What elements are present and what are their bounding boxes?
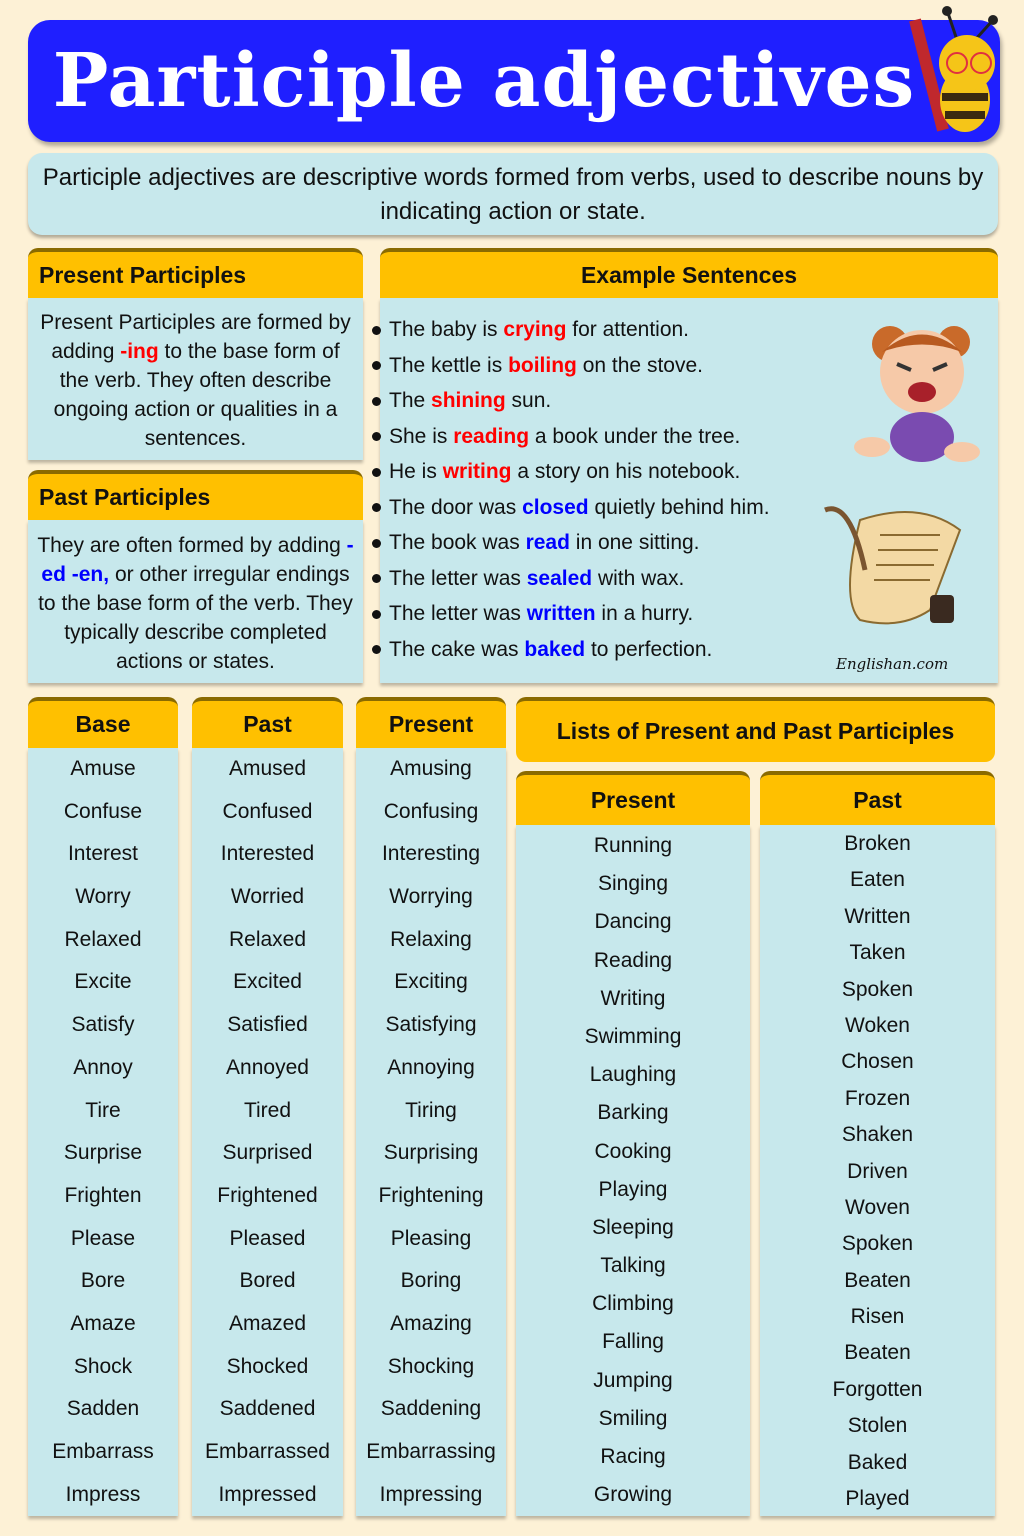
list-item: Spoken	[841, 1232, 914, 1256]
list-item: Shaken	[841, 1123, 914, 1147]
ed-en-highlight: -ed -en,	[41, 534, 354, 586]
list-item: Dancing	[594, 910, 672, 934]
sentence-text: quietly behind him.	[588, 495, 770, 519]
example-sentence	[372, 460, 740, 484]
list-item: Exciting	[394, 970, 468, 994]
sentence-text: in one sitting.	[569, 531, 700, 554]
list-item: Swimming	[584, 1024, 682, 1048]
list-item: Confused	[222, 799, 313, 823]
list-item: Tired	[243, 1098, 292, 1122]
present-list-list	[516, 825, 750, 1516]
list-item: Amazing	[390, 1311, 472, 1335]
example-sentence	[372, 354, 703, 378]
list-item: Impress	[65, 1482, 141, 1506]
list-item: Embarrass	[52, 1440, 154, 1463]
list-item: Worried	[230, 885, 305, 909]
list-item: Risen	[850, 1305, 905, 1329]
sentence-text: The door was	[389, 495, 523, 519]
list-item: Shocking	[387, 1354, 475, 1378]
list-item: Interested	[220, 842, 315, 866]
intro-panel	[28, 153, 998, 235]
list-item: Reading	[593, 948, 673, 972]
example-sentences-header	[380, 248, 998, 298]
sentence-text: The cake was	[389, 637, 525, 661]
sentence-text: He is	[389, 460, 443, 483]
list-item: Saddening	[380, 1397, 482, 1421]
sentence-text: The	[389, 389, 432, 412]
list-item: Bored	[239, 1269, 296, 1293]
example-sentence	[372, 389, 551, 413]
list-item: Spoken	[841, 977, 914, 1001]
list-item: Growing	[593, 1483, 673, 1507]
list-item: Surprise	[63, 1141, 143, 1165]
example-sentence	[372, 531, 700, 555]
list-item: Stolen	[847, 1414, 908, 1438]
list-item: Relaxed	[64, 927, 142, 951]
text: Present Participles are formed by adding	[40, 311, 351, 363]
participle-highlight: closed	[522, 495, 589, 519]
list-item: Climbing	[592, 1292, 674, 1316]
ing-highlight: -ing	[120, 340, 159, 363]
list-item: Running	[593, 834, 673, 857]
present-column-header	[356, 697, 506, 748]
list-item: Confuse	[63, 799, 143, 823]
text: to the base form of the verb. They often describe ongoing action or qualities in a sentences.	[53, 340, 340, 450]
list-item: Eaten	[850, 868, 905, 892]
list-item: Saddened	[219, 1397, 316, 1421]
sentence-text: The letter was	[389, 566, 527, 590]
present-list-heading: Present	[590, 786, 676, 813]
example-sentence	[372, 602, 693, 626]
list-item: Barking	[597, 1101, 669, 1125]
past-column-heading: Past	[243, 711, 292, 737]
present-list-header	[516, 771, 750, 825]
example-sentence	[372, 425, 740, 449]
past-column-header	[192, 697, 343, 748]
list-item: Written	[844, 904, 911, 928]
list-item: Surprising	[383, 1141, 479, 1165]
list-item: Talking	[600, 1254, 666, 1278]
sentence-text: The baby is	[389, 318, 504, 341]
list-item: Impressed	[218, 1482, 317, 1506]
list-item: Driven	[847, 1159, 908, 1183]
list-item: Writing	[600, 986, 666, 1010]
list-item: Annoy	[73, 1055, 133, 1079]
list-item: Woven	[845, 1195, 910, 1219]
bee-mascot-icon	[895, 5, 1020, 140]
list-item: Amused	[228, 757, 307, 780]
list-item: Please	[70, 1226, 136, 1250]
list-item: Impressing	[379, 1482, 483, 1506]
text: They are often formed by adding	[37, 534, 347, 557]
list-item: Satisfied	[227, 1013, 308, 1037]
example-sentences-heading: Example Sentences	[580, 261, 798, 288]
present-column-list	[356, 748, 506, 1516]
list-item: Worry	[75, 885, 131, 909]
list-item: Sleeping	[592, 1215, 674, 1239]
list-item: Taken	[849, 941, 906, 965]
example-sentence	[372, 567, 684, 591]
list-item: Pleasing	[390, 1226, 472, 1250]
list-item: Interesting	[381, 842, 481, 866]
list-item: Singing	[597, 872, 669, 896]
list-item: Tire	[85, 1098, 121, 1122]
page-title: Participle adjectives	[52, 38, 916, 124]
participle-highlight: written	[526, 602, 596, 625]
list-item: Worrying	[389, 885, 473, 909]
crying-baby-illustration-icon	[842, 312, 990, 472]
list-item: Sadden	[66, 1397, 140, 1421]
base-column-header	[28, 697, 178, 748]
list-item: Amaze	[70, 1311, 136, 1335]
present-participles-heading: Present Participles	[39, 261, 247, 288]
title-banner	[28, 20, 1000, 142]
list-item: Excite	[74, 970, 132, 994]
example-sentence	[372, 638, 712, 662]
list-item: Playing	[598, 1177, 668, 1201]
sentence-text: a book under the tree.	[529, 424, 741, 448]
sentence-text: on the stove.	[576, 353, 703, 377]
example-sentence	[372, 496, 770, 520]
base-column-list	[28, 748, 178, 1516]
list-item: Amusing	[390, 757, 472, 780]
sentence-text: with wax.	[592, 566, 685, 590]
present-participles-header	[28, 248, 363, 298]
sentence-text: She is	[389, 424, 454, 448]
participle-highlight: writing	[442, 460, 512, 483]
list-item: Relaxing	[390, 927, 472, 951]
present-column-heading: Present	[388, 711, 474, 737]
list-item: Relaxed	[228, 927, 307, 951]
list-item: Interest	[67, 842, 139, 866]
list-item: Confusing	[383, 799, 479, 823]
list-item: Pleased	[229, 1226, 306, 1250]
sentence-text: to perfection.	[585, 637, 713, 661]
past-participles-body	[28, 520, 363, 683]
list-item: Excited	[233, 970, 302, 994]
past-participles-heading: Past Participles	[39, 483, 211, 510]
participle-highlight: reading	[453, 424, 530, 448]
list-item: Annoyed	[226, 1055, 309, 1079]
base-column-heading: Base	[75, 711, 131, 737]
list-item: Bore	[80, 1269, 126, 1293]
lists-header	[516, 697, 995, 762]
scroll-quill-illustration-icon	[820, 500, 970, 635]
sentence-text: The book was	[389, 531, 526, 554]
lists-heading: Lists of Present and Past Participles	[556, 718, 955, 744]
sentence-text: The letter was	[389, 602, 527, 625]
list-item: Beaten	[844, 1268, 911, 1292]
list-item: Played	[845, 1487, 910, 1511]
sentence-text: for attention.	[566, 318, 690, 341]
past-column-list	[192, 748, 343, 1516]
list-item: Annoying	[387, 1055, 475, 1079]
list-item: Frightening	[378, 1183, 484, 1207]
list-item: Shocked	[226, 1354, 309, 1378]
sentence-text: in a hurry.	[595, 602, 694, 625]
intro-text: Participle adjectives are descriptive words formed from verbs, used to describe nouns by indicating action or state.	[42, 164, 984, 225]
participle-highlight: crying	[503, 318, 567, 341]
list-item: Satisfying	[385, 1013, 477, 1037]
list-item: Surprised	[222, 1141, 313, 1165]
list-item: Jumping	[593, 1368, 673, 1392]
participle-highlight: boiling	[508, 353, 577, 377]
list-item: Laughing	[589, 1063, 677, 1087]
list-item: Woken	[845, 1013, 910, 1037]
list-item: Racing	[600, 1445, 666, 1468]
example-sentence	[372, 318, 689, 342]
participle-highlight: sealed	[526, 566, 593, 590]
sentence-text: a story on his notebook.	[511, 460, 741, 483]
past-participles-header	[28, 470, 363, 520]
list-item: Baked	[847, 1450, 908, 1474]
past-list-heading: Past	[853, 786, 902, 813]
list-item: Amazed	[228, 1311, 307, 1335]
list-item: Amuse	[70, 757, 136, 780]
list-item: Falling	[602, 1330, 664, 1354]
participle-highlight: read	[525, 531, 570, 554]
list-item: Tiring	[405, 1098, 457, 1122]
sentence-text: sun.	[505, 389, 552, 412]
past-list-list	[760, 825, 995, 1516]
past-list-header	[760, 771, 995, 825]
list-item: Shock	[73, 1354, 133, 1378]
participle-highlight: shining	[431, 389, 506, 412]
list-item: Beaten	[844, 1341, 911, 1365]
list-item: Boring	[400, 1269, 462, 1293]
list-item: Forgotten	[832, 1377, 923, 1401]
list-item: Frightened	[217, 1183, 318, 1207]
list-item: Embarrassing	[366, 1440, 496, 1463]
list-item: Smiling	[598, 1406, 668, 1430]
participle-highlight: baked	[524, 637, 586, 661]
list-item: Broken	[844, 832, 911, 855]
present-participles-body	[28, 298, 363, 460]
list-item: Chosen	[841, 1050, 914, 1074]
list-item: Frozen	[844, 1086, 911, 1110]
list-item: Embarrassed	[205, 1440, 330, 1463]
list-item: Cooking	[594, 1139, 672, 1163]
englishan-watermark: Englishan.com	[836, 655, 949, 673]
list-item: Satisfy	[71, 1013, 135, 1037]
text: or other irregular endings to the base form of the verb. They typically describe completed actions or states.	[38, 563, 353, 673]
sentence-text: The kettle is	[389, 353, 509, 377]
list-item: Frighten	[64, 1183, 142, 1207]
